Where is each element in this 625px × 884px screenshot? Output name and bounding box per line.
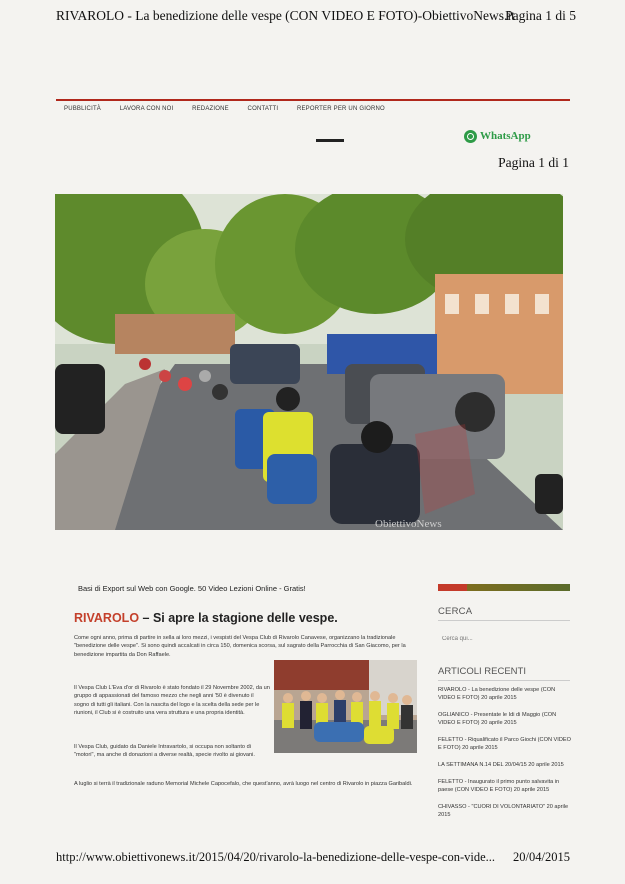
print-page-number: Pagina 1 di 5 [505, 8, 576, 23]
nav-item-redazione[interactable]: REDAZIONE [192, 106, 229, 112]
nav-item-contatti[interactable]: CONTATTI [247, 106, 279, 112]
nav-item-pubblicita[interactable]: PUBBLICITÀ [64, 106, 102, 112]
header-divider [56, 99, 570, 101]
main-article-photo [55, 194, 563, 530]
recent-articles-heading: ARTICOLI RECENTI [438, 666, 526, 677]
headline-place: RIVAROLO [74, 611, 140, 625]
search-heading: CERCA [438, 606, 473, 617]
print-date: 20/04/2015 [513, 850, 570, 864]
logo-fragment [316, 139, 344, 142]
nav-item-reporter[interactable]: REPORTER PER UN GIORNO [296, 106, 385, 112]
recent-article-link[interactable]: CHIVASSO - "CUORI DI VOLONTARIATO" 20 aprile 2015 [438, 804, 569, 818]
headline-rest: – Si apre la stagione delle vespe. [139, 611, 338, 625]
recent-article-link[interactable]: OGLIANICO - Presentate le Idi di Maggio (CON VIDEO E FOTO) 20 aprile 2015 [438, 712, 557, 726]
print-url: http://www.obiettivonews.it/2015/04/20/rivarolo-la-benedizione-delle-vespe-con-vide... [56, 850, 496, 864]
whatsapp-icon [464, 130, 477, 143]
article-paragraph-4: A luglio si terrà il tradizionale raduno Memorial Michele Capocefalo, che quest'anno, avrà luogo nel centro di Rivarolo in piazza Garibaldi. [74, 781, 413, 787]
recent-article-link[interactable]: FELETTO - Riqualificato il Parco Giochi (CON VIDEO E FOTO) 20 aprile 2015 [438, 737, 571, 751]
article-paragraph-2: Il Vespa Club L'Eva d'or di Rivarolo è stato fondato il 29 Novembre 2002, da un gruppo di appassionati del famoso mezzo che negli anni '50 è divenuto il sogno di tutti gli italiani. Con la nascita del logo e la scelta della sede per le riunioni, il Club si è costruito una vera struttura e una propria identità. [74, 685, 270, 716]
top-nav [64, 106, 402, 112]
recent-article-link[interactable]: LA SETTIMANA N.14 DEL 20/04/15 20 aprile 2015 [438, 762, 564, 768]
ad-text[interactable]: Basi di Export sul Web con Google. 50 Video Lezioni Online - Gratis! [78, 584, 306, 593]
page-counter: Pagina 1 di 1 [498, 155, 569, 170]
group-photo [274, 660, 417, 753]
search-divider [438, 620, 570, 621]
nav-item-lavora-con-noi[interactable]: LAVORA CON NOI [119, 106, 174, 112]
whatsapp-label: WhatsApp [480, 130, 531, 142]
whatsapp-share-button[interactable] [464, 129, 531, 143]
recent-article-link[interactable]: FELETTO - Inaugurato il primo punto salvavita in paese (CON VIDEO E FOTO) 20 aprile 2015 [438, 779, 560, 793]
recent-articles-divider [438, 680, 570, 681]
article-paragraph-3: Il Vespa Club, guidato da Daniele Intravartolo, si occupa non soltanto di "motori", ma anche di donazioni a diverse realtà, specie rivolto ai giovani. [74, 744, 255, 759]
photo-watermark: ObiettivoNews [375, 518, 442, 530]
recent-articles-list [438, 686, 572, 828]
article-paragraph-1: Come ogni anno, prima di partire in sella ai loro mezzi, i vespisti del Vespa Club di Rivarolo Canavese, organizzano la tradizionale "benedizione delle vespe". Si sono quindi accalcati in circa 150, domenica scorsa, sul sagrato della Parrocchia di San Giacomo, per la benedizione impartita da Don Raffaele. [74, 635, 406, 658]
ad-banner[interactable] [438, 584, 570, 591]
print-title: RIVAROLO - La benedizione delle vespe (CON VIDEO E FOTO)-ObiettivoNews.it [56, 8, 515, 23]
recent-article-link[interactable]: RIVAROLO - La benedizione delle vespe (CON VIDEO E FOTO) 20 aprile 2015 [438, 687, 556, 701]
search-input[interactable] [442, 633, 562, 645]
article-headline [74, 611, 338, 625]
